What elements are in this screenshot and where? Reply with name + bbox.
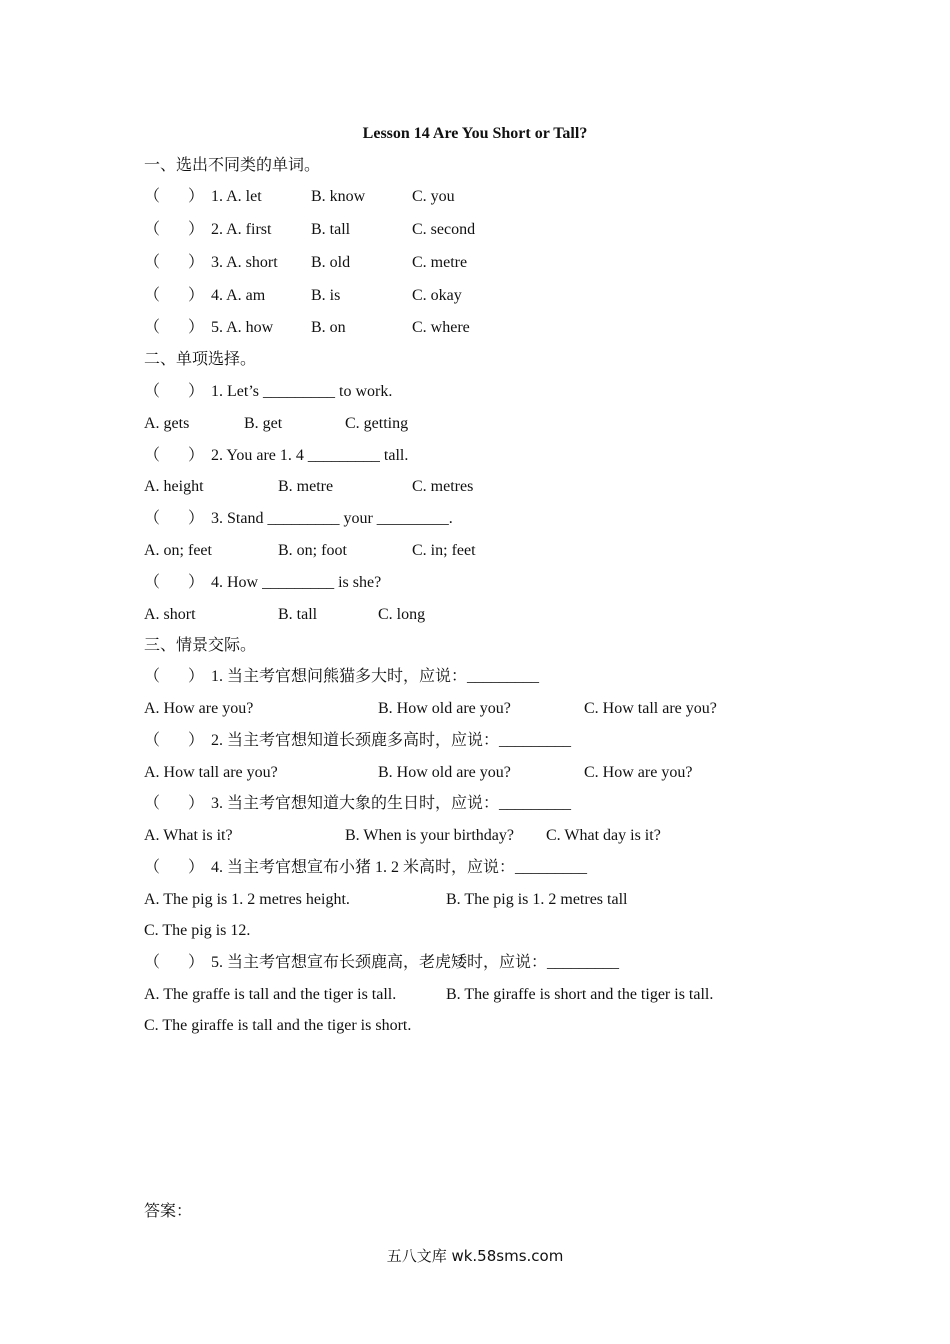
paren-open: （ bbox=[144, 510, 161, 527]
item-option-c: C. okay bbox=[412, 287, 462, 304]
item-option-a: 4. A. am bbox=[211, 287, 266, 304]
question-text: 3. 当主考官想知道大象的生日时，应说：_________ bbox=[211, 795, 572, 812]
option-b: B. How old are you? bbox=[378, 764, 511, 781]
option-c: C. long bbox=[378, 606, 426, 623]
option-a: A. The pig is 1. 2 metres height. bbox=[144, 891, 350, 908]
option-c: C. The giraffe is tall and the tiger is short. bbox=[144, 1017, 412, 1034]
option-b: B. The giraffe is short and the tiger is tall. bbox=[446, 986, 714, 1003]
paren-close: ） bbox=[188, 221, 205, 238]
paren-close: ） bbox=[188, 287, 205, 304]
item-option-b: B. on bbox=[311, 319, 346, 336]
paren-close: ） bbox=[188, 668, 205, 685]
option-b: B. metre bbox=[278, 478, 334, 495]
item-option-a: 3. A. short bbox=[211, 254, 278, 271]
option-b: B. tall bbox=[278, 606, 318, 623]
option-a: A. The graffe is tall and the tiger is tall. bbox=[144, 986, 397, 1003]
paren-close: ） bbox=[188, 254, 205, 271]
paren-open: （ bbox=[144, 795, 161, 812]
option-b: B. on; foot bbox=[278, 542, 347, 559]
option-c: C. What day is it? bbox=[546, 827, 661, 844]
option-c: C. How are you? bbox=[584, 764, 693, 781]
paren-close: ） bbox=[188, 188, 205, 205]
question-text: 2. You are 1. 4 _________ tall. bbox=[211, 447, 409, 464]
option-c: C. How tall are you? bbox=[584, 700, 717, 717]
paren-open: （ bbox=[144, 383, 161, 400]
paren-close: ） bbox=[188, 574, 205, 591]
paren-open: （ bbox=[144, 447, 161, 464]
paren-close: ） bbox=[188, 859, 205, 876]
paren-open: （ bbox=[144, 287, 161, 304]
option-c: C. The pig is 12. bbox=[144, 922, 251, 939]
option-b: B. get bbox=[244, 415, 283, 432]
option-b: B. How old are you? bbox=[378, 700, 511, 717]
option-a: A. height bbox=[144, 478, 204, 495]
option-a: A. on; feet bbox=[144, 542, 212, 559]
question-text: 1. Let’s _________ to work. bbox=[211, 383, 393, 400]
question-text: 1. 当主考官想问熊猫多大时，应说：_________ bbox=[211, 668, 540, 685]
option-a: A. How tall are you? bbox=[144, 764, 278, 781]
item-option-c: C. metre bbox=[412, 254, 468, 271]
question-text: 4. How _________ is she? bbox=[211, 574, 382, 591]
section1-heading: 一、选出不同类的单词。 bbox=[144, 157, 321, 174]
paren-close: ） bbox=[188, 319, 205, 336]
paren-open: （ bbox=[144, 954, 161, 971]
item-option-c: C. you bbox=[412, 188, 455, 205]
section3-heading: 三、情景交际。 bbox=[144, 637, 257, 654]
item-option-c: C. where bbox=[412, 319, 470, 336]
item-option-b: B. is bbox=[311, 287, 341, 304]
item-option-b: B. know bbox=[311, 188, 366, 205]
item-option-b: B. old bbox=[311, 254, 351, 271]
paren-open: （ bbox=[144, 319, 161, 336]
page-title: Lesson 14 Are You Short or Tall? bbox=[362, 125, 588, 142]
question-text: 5. 当主考官想宣布长颈鹿高，老虎矮时，应说：_________ bbox=[211, 954, 620, 971]
option-a: A. short bbox=[144, 606, 196, 623]
paren-close: ） bbox=[188, 954, 205, 971]
paren-close: ） bbox=[188, 732, 205, 749]
item-option-c: C. second bbox=[412, 221, 476, 238]
paren-close: ） bbox=[188, 447, 205, 464]
option-c: C. metres bbox=[412, 478, 474, 495]
item-option-a: 1. A. let bbox=[211, 188, 262, 205]
paren-close: ） bbox=[188, 383, 205, 400]
paren-open: （ bbox=[144, 574, 161, 591]
option-c: C. in; feet bbox=[412, 542, 476, 559]
option-b: B. The pig is 1. 2 metres tall bbox=[446, 891, 628, 908]
paren-open: （ bbox=[144, 668, 161, 685]
option-a: A. What is it? bbox=[144, 827, 233, 844]
paren-close: ） bbox=[188, 795, 205, 812]
question-text: 4. 当主考官想宣布小猪 1. 2 米高时，应说：_________ bbox=[211, 859, 588, 876]
item-option-a: 5. A. how bbox=[211, 319, 274, 336]
paren-open: （ bbox=[144, 859, 161, 876]
paren-open: （ bbox=[144, 221, 161, 238]
section2-heading: 二、单项选择。 bbox=[144, 351, 257, 368]
option-c: C. getting bbox=[345, 415, 409, 432]
paren-open: （ bbox=[144, 732, 161, 749]
paren-open: （ bbox=[144, 254, 161, 271]
item-option-a: 2. A. first bbox=[211, 221, 272, 238]
item-option-b: B. tall bbox=[311, 221, 351, 238]
option-a: A. gets bbox=[144, 415, 190, 432]
paren-open: （ bbox=[144, 188, 161, 205]
footer-watermark: 五八文库 wk.58sms.com bbox=[386, 1247, 564, 1265]
question-text: 2. 当主考官想知道长颈鹿多高时，应说：_________ bbox=[211, 732, 572, 749]
option-b: B. When is your birthday? bbox=[345, 827, 515, 844]
option-a: A. How are you? bbox=[144, 700, 254, 717]
question-text: 3. Stand _________ your _________. bbox=[211, 510, 453, 527]
answer-label: 答案： bbox=[144, 1203, 193, 1220]
paren-close: ） bbox=[188, 510, 205, 527]
